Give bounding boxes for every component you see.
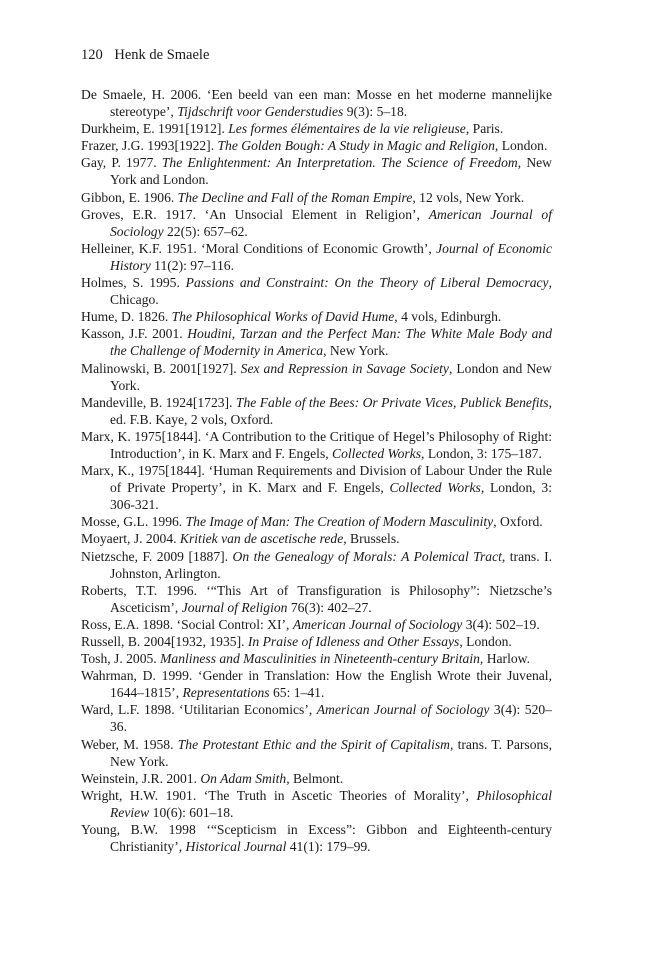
reference-title: Journal of Economic History [110,240,552,273]
reference-title: The Decline and Fall of the Roman Empire, [177,189,416,205]
reference-publication-info: , Harlow. [479,651,530,667]
reference-author-info: Weber, M. 1958. [81,736,178,752]
reference-author-info: Ward, L.F. 1898. ‘Utilitarian Economics’, [81,702,317,718]
reference-title: American Journal of Sociology [110,206,552,239]
reference-entry [81,189,552,206]
reference-entry [81,787,552,821]
reference-publication-info: , Oxford. [493,514,543,530]
reference-author-info: Groves, E.R. 1917. ‘An Unsocial Element in Religion’, [81,206,429,222]
reference-title: On Adam Smith [200,770,287,786]
reference-author-info: Gay, P. 1977. [81,155,162,171]
reference-publication-info: , trans. I. Johnston, Arlington. [110,548,552,581]
reference-title: In Praise of Idleness and Other Essays [247,634,460,649]
page-number: 120 [81,47,103,63]
reference-publication-info: , London, 3: 306-321. [110,480,552,513]
reference-entry [81,240,552,274]
running-head-author: Henk de Smaele [114,47,210,63]
reference-publication-info: , London, 3: 175–187. [421,445,542,461]
reference-author-info: Kasson, J.F. 2001. [81,326,188,342]
reference-entry [81,360,552,394]
reference-entry [81,513,552,530]
reference-publication-info: 3(4): 520–36. [110,702,552,735]
reference-publication-info: , London. [459,634,512,649]
reference-author-info: Tosh, J. 2005. [81,651,161,667]
reference-publication-info: 12 vols, New York. [415,189,525,205]
reference-publication-info: , Chicago. [110,275,552,308]
reference-publication-info: , 4 vols, Edinburgh. [394,309,502,325]
reference-author-info: Moyaert, J. 2004. [81,531,180,547]
reference-author-info: Young, B.W. 1998 ‘“Scepticism in Excess”: Gibbon and Eighteenth-century Christianity’, [81,822,552,855]
reference-publication-info: , Brussels. [343,531,400,547]
reference-author-info: Malinowski, B. 2001[1927]. [81,360,241,376]
reference-entry [81,462,552,513]
reference-entry [81,137,552,154]
reference-publication-info: 76(3): 402–27. [287,599,372,615]
reference-entry [81,582,552,616]
reference-title: Collected Works [389,480,481,496]
reference-title: Representations [182,685,270,701]
reference-title: Historical Journal [185,839,287,855]
reference-entry [81,325,552,359]
reference-entry [81,86,552,120]
reference-publication-info: , ed. F.B. Kaye, 2 vols, Oxford. [110,394,552,427]
reference-entry [81,770,552,787]
reference-entry [81,736,552,770]
reference-entry [81,650,552,667]
reference-entry [81,616,552,633]
reference-publication-info: 41(1): 179–99. [286,839,371,855]
reference-entry [81,428,552,462]
reference-author-info: Ross, E.A. 1898. ‘Social Control: XI’, [81,616,293,632]
reference-author-info: Mosse, G.L. 1996. [81,514,186,530]
reference-title: Passions and Constraint: On the Theory of Liberal Democracy [185,275,549,291]
reference-author-info: Wahrman, D. 1999. ‘Gender in Translation: How the English Wrote their Juvenal, 1644–1815’, [81,668,552,701]
reference-title: Manliness and Masculinities in Nineteenth-century Britain [160,651,480,667]
reference-author-info: Holmes, S. 1995. [81,275,186,291]
reference-author-info: Weinstein, J.R. 2001. [81,770,201,786]
reference-title: Les formes élémentaires de la vie religieuse [228,121,466,137]
reference-entry [81,394,552,428]
reference-list [81,86,552,855]
reference-author-info: Helleiner, K.F. 1951. ‘Moral Conditions of Economic Growth’, [81,240,437,256]
reference-publication-info: , London. [494,138,548,154]
reference-publication-info: 22(5): 657–62. [163,223,248,239]
reference-title: Collected Works [332,445,422,461]
reference-title: Journal of Religion [181,599,288,615]
reference-title: American Journal of Sociology [292,616,463,632]
reference-publication-info: 65: 1–41. [269,685,325,701]
reference-publication-info: , Paris. [465,121,504,137]
reference-author-info: Gibbon, E. 1906. [81,189,178,205]
reference-author-info: Nietzsche, F. 2009 [1887]. [81,548,233,564]
reference-entry [81,667,552,701]
reference-publication-info: 9(3): 5–18. [343,104,408,120]
reference-publication-info: , London and New York. [110,360,552,393]
reference-title: Sex and Repression in Savage Society [240,360,449,376]
reference-entry [81,154,552,188]
reference-author-info: Roberts, T.T. 1996. ‘“This Art of Transfiguration is Philosophy”: Nietzsche’s Asceticism’, [81,582,552,615]
reference-title: The Image of Man: The Creation of Modern Masculinity [185,514,494,530]
reference-entry [81,548,552,582]
reference-title: The Philosophical Works of David Hume [171,309,395,325]
reference-author-info: Hume, D. 1826. [81,309,172,325]
reference-title: The Protestant Ethic and the Spirit of Capitalism [177,736,450,752]
reference-entry [81,633,552,650]
reference-publication-info: 3(4): 502–19. [462,616,540,632]
reference-publication-info: 10(6): 601–18. [149,804,234,820]
reference-entry [81,274,552,308]
reference-entry [81,821,552,855]
reference-author-info: De Smaele, H. 2006. ‘Een beeld van een man: Mosse en het moderne mannelijke stereotype’, [81,87,552,120]
reference-title: The Fable of the Bees: Or Private Vices, Publick Benefits [235,394,549,410]
reference-title: On the Genealogy of Morals: A Polemical Tract [232,548,502,564]
reference-author-info: Mandeville, B. 1924[1723]. [81,394,236,410]
reference-entry [81,530,552,547]
reference-author-info: Frazer, J.G. 1993[1922]. [81,138,218,154]
reference-author-info: Marx, K. 1975[1844]. ‘A Contribution to the Critique of Hegel’s Philosophy of Right: Introduction’, in K. Marx and F. Engels, [81,428,552,461]
reference-author-info: Durkheim, E. 1991[1912]. [81,121,229,137]
reference-publication-info: , New York and London. [110,155,552,188]
reference-author-info: Wright, H.W. 1901. ‘The Truth in Ascetic Theories of Morality’, [81,787,477,803]
reference-author-info: Russell, B. 2004[1932, 1935]. [81,634,248,649]
reference-entry [81,206,552,240]
reference-entry [81,120,552,137]
reference-publication-info: , New York. [323,343,389,359]
reference-title: Philosophical Review [110,787,552,820]
reference-title: Kritiek van de ascetische rede [179,531,344,547]
reference-title: The Golden Bough: A Study in Magic and Religion [217,138,495,154]
reference-publication-info: 11(2): 97–116. [150,257,234,273]
reference-title: The Enlightenment: An Interpretation. The Science of Freedom [161,155,518,171]
reference-entry [81,701,552,735]
reference-publication-info: , trans. T. Parsons, New York. [110,736,552,769]
reference-title: Houdini, Tarzan and the Perfect Man: The White Male Body and the Challenge of Modernity in America [110,326,552,359]
reference-title: American Journal of Sociology [316,702,490,718]
reference-title: Tijdschrift voor Genderstudies [177,104,344,120]
reference-entry [81,308,552,325]
reference-publication-info: , Belmont. [286,770,344,786]
running-header [81,47,209,64]
reference-author-info: Marx, K., 1975[1844]. ‘Human Requirements and Division of Labour Under the Rule of Private Property’, in K. Marx and F. Engels, [81,463,552,496]
